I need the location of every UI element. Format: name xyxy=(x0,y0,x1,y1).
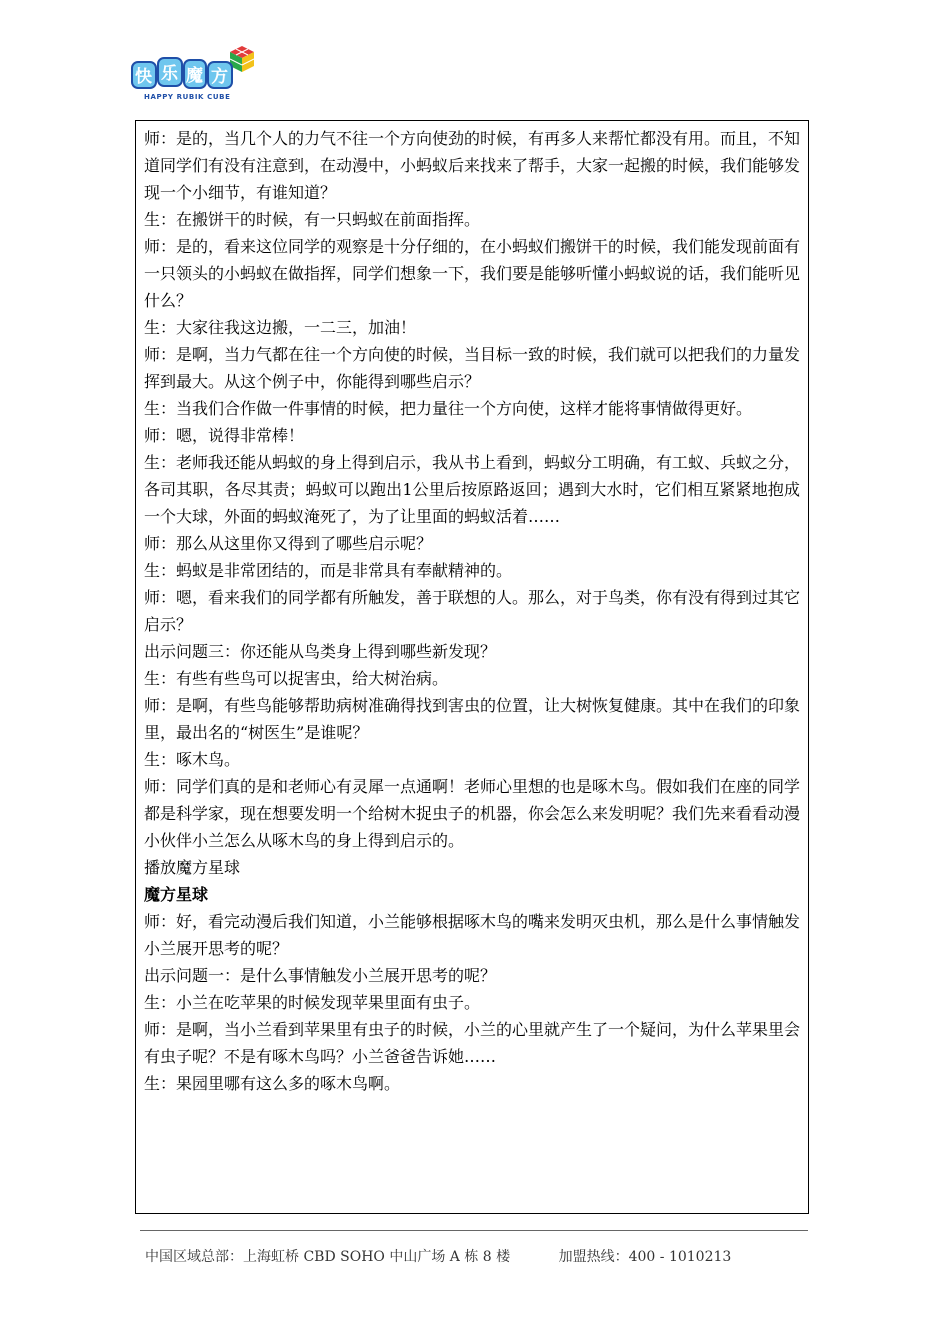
dialogue-line: 生：大家往我这边搬，一二三，加油！ xyxy=(144,318,417,337)
logo-char-2: 乐 xyxy=(161,64,178,84)
brand-logo xyxy=(128,40,263,106)
dialogue-line: 播放魔方星球 xyxy=(144,858,241,877)
dialogue-line: 师：是的，看来这位同学的观察是十分仔细的，在小蚂蚁们搬饼干的时候，我们能发现前面有一只领头的小蚂蚁在做指挥，同学们想象一下，我们要是能够听懂小蚂蚁说的话，我们能听见什么？ xyxy=(144,237,801,310)
dialogue-line: 师：同学们真的是和老师心有灵犀一点通啊！老师心里想的也是啄木鸟。假如我们在座的同学都是科学家，现在想要发明一个给树木捉虫子的机器，你会怎么来发明呢？我们先来看看动漫小伙伴小兰怎么从啄木鸟的身上得到启示的。 xyxy=(144,777,801,850)
dialogue-line: 生：小兰在吃苹果的时候发现苹果里面有虫子。 xyxy=(144,993,481,1012)
dialogue-line: 师：嗯，说得非常棒！ xyxy=(144,426,305,445)
dialogue-line: 生：蚂蚁是非常团结的，而是非常具有奉献精神的。 xyxy=(144,561,513,580)
dialogue-line: 师：是啊，有些鸟能够帮助病树准确得找到害虫的位置，让大树恢复健康。其中在我们的印象里，最出名的“树医生”是谁呢？ xyxy=(144,696,801,742)
logo-char-3: 魔 xyxy=(186,66,203,86)
dialogue-line: 师：是啊，当小兰看到苹果里有虫子的时候，小兰的心里就产生了一个疑问，为什么苹果里会有虫子呢？不是有啄木鸟吗？小兰爸爸告诉她…… xyxy=(144,1020,801,1066)
logo-char-4: 方 xyxy=(211,67,228,87)
dialogue-line: 师：是的，当几个人的力气不往一个方向使劲的时候，有再多人来帮忙都没有用。而且，不知道同学们有没有注意到，在动漫中，小蚂蚁后来找来了帮手，大家一起搬的时候，我们能够发现一个小细节，有谁知道？ xyxy=(144,129,801,202)
footer xyxy=(145,1246,805,1266)
footer-divider xyxy=(140,1230,808,1231)
dialogue-line: 生：在搬饼干的时候，有一只蚂蚁在前面指挥。 xyxy=(144,210,481,229)
dialogue-line: 生：啄木鸟。 xyxy=(144,750,241,769)
footer-address: 中国区域总部：上海虹桥 CBD SOHO 中山广场 A 栋 8 楼 xyxy=(145,1249,511,1265)
dialogue-line: 师：好，看完动漫后我们知道，小兰能够根据啄木鸟的嘴来发明灭虫机，那么是什么事情触发小兰展开思考的呢？ xyxy=(144,912,801,958)
logo-char-1: 快 xyxy=(135,67,152,87)
section-heading: 魔方星球 xyxy=(144,885,209,904)
dialogue-line: 出示问题一：是什么事情触发小兰展开思考的呢？ xyxy=(144,966,497,985)
dialogue-line: 生：当我们合作做一件事情的时候，把力量往一个方向使，这样才能将事情做得更好。 xyxy=(144,399,753,418)
dialogue-line: 师：那么从这里你又得到了哪些启示呢？ xyxy=(144,534,433,553)
dialogue-line: 生：老师我还能从蚂蚁的身上得到启示，我从书上看到，蚂蚁分工明确，有工蚁、兵蚁之分，各司其职，各尽其责；蚂蚁可以跑出1公里后按原路返回；遇到大水时，它们相互紧紧地抱成一个大球，外面的蚂蚁淹死了，为了让里面的蚂蚁活着…… xyxy=(144,453,801,526)
dialogue-line: 生：有些有些鸟可以捉害虫，给大树治病。 xyxy=(144,669,449,688)
dialogue-line: 师：嗯，看来我们的同学都有所触发，善于联想的人。那么，对于鸟类，你有没有得到过其它启示？ xyxy=(144,588,801,634)
lesson-transcript-box xyxy=(135,120,809,1214)
footer-hotline: 加盟热线：400 - 1010213 xyxy=(558,1249,732,1265)
dialogue-line: 师：是啊，当力气都在往一个方向使的时候，当目标一致的时候，我们就可以把我们的力量发挥到最大。从这个例子中，你能得到哪些启示？ xyxy=(144,345,801,391)
logo-subtitle: HAPPY RUBIK CUBE xyxy=(144,93,231,101)
dialogue-line: 生：果园里哪有这么多的啄木鸟啊。 xyxy=(144,1074,401,1093)
dialogue-line: 出示问题三：你还能从鸟类身上得到哪些新发现？ xyxy=(144,642,497,661)
